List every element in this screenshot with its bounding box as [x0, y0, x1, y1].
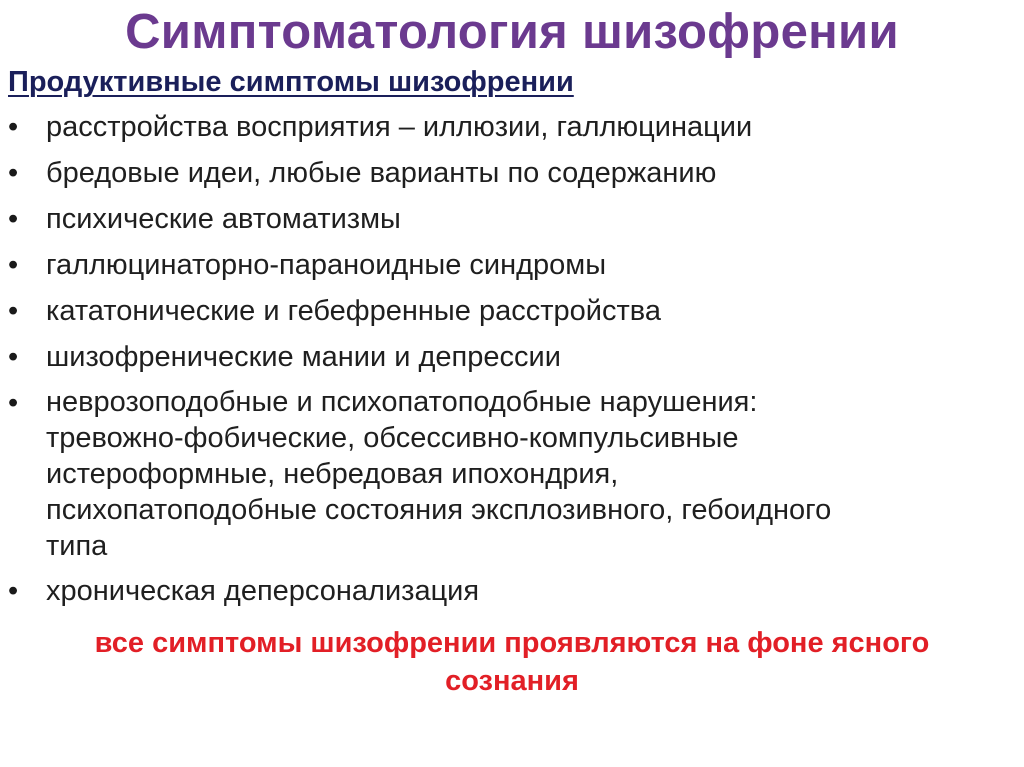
footer-note [0, 624, 1024, 700]
bullet-line: бредовые идеи, любые варианты по содержанию [46, 157, 717, 189]
bullet-text [46, 338, 561, 376]
bullet-item [8, 154, 1018, 192]
bullet-item [8, 384, 1018, 564]
bullet-dot-icon: • [8, 387, 19, 419]
footer-line: сознания [445, 665, 579, 697]
bullet-line: расстройства восприятия – иллюзии, галлюцинации [46, 111, 753, 143]
bullet-line: хроническая деперсонализация [46, 575, 480, 607]
slide-subtitle: Продуктивные симптомы шизофрении [8, 66, 574, 98]
bullet-item [8, 292, 1018, 330]
bullet-dot-icon: • [8, 341, 19, 373]
bullet-text [46, 572, 479, 610]
bullet-line: психопатоподобные состояния эксплозивного, гебоидного [46, 494, 832, 526]
bullet-item [8, 246, 1018, 284]
bullet-dot-icon: • [8, 111, 19, 143]
bullet-text [46, 200, 401, 238]
bullet-line: кататонические и гебефренные расстройства [46, 295, 661, 327]
bullet-dot-icon: • [8, 157, 19, 189]
bullet-text [46, 246, 606, 284]
slide-title: Симптоматология шизофрении [125, 5, 899, 59]
bullet-text [46, 384, 831, 564]
bullet-line: тревожно-фобические, обсессивно-компульсивные [46, 422, 739, 454]
bullet-item [8, 572, 1018, 610]
bullet-text [46, 292, 661, 330]
bullet-line: психические автоматизмы [46, 203, 401, 235]
bullet-list [8, 108, 1018, 618]
bullet-item [8, 108, 1018, 146]
bullet-item [8, 200, 1018, 238]
bullet-item [8, 338, 1018, 376]
bullet-dot-icon: • [8, 249, 19, 281]
bullet-line: неврозоподобные и психопатоподобные нарушения: [46, 386, 758, 418]
bullet-line: типа [46, 530, 108, 562]
bullet-dot-icon: • [8, 203, 19, 235]
footer-line: все симптомы шизофрении проявляются на фоне ясного [94, 627, 930, 659]
bullet-dot-icon: • [8, 295, 19, 327]
bullet-dot-icon: • [8, 575, 19, 607]
bullet-line: истероформные, небредовая ипохондрия, [46, 458, 619, 490]
bullet-line: галлюцинаторно-параноидные синдромы [46, 249, 607, 281]
bullet-line: шизофренические мании и депрессии [46, 341, 561, 373]
bullet-text [46, 154, 716, 192]
bullet-text [46, 108, 752, 146]
